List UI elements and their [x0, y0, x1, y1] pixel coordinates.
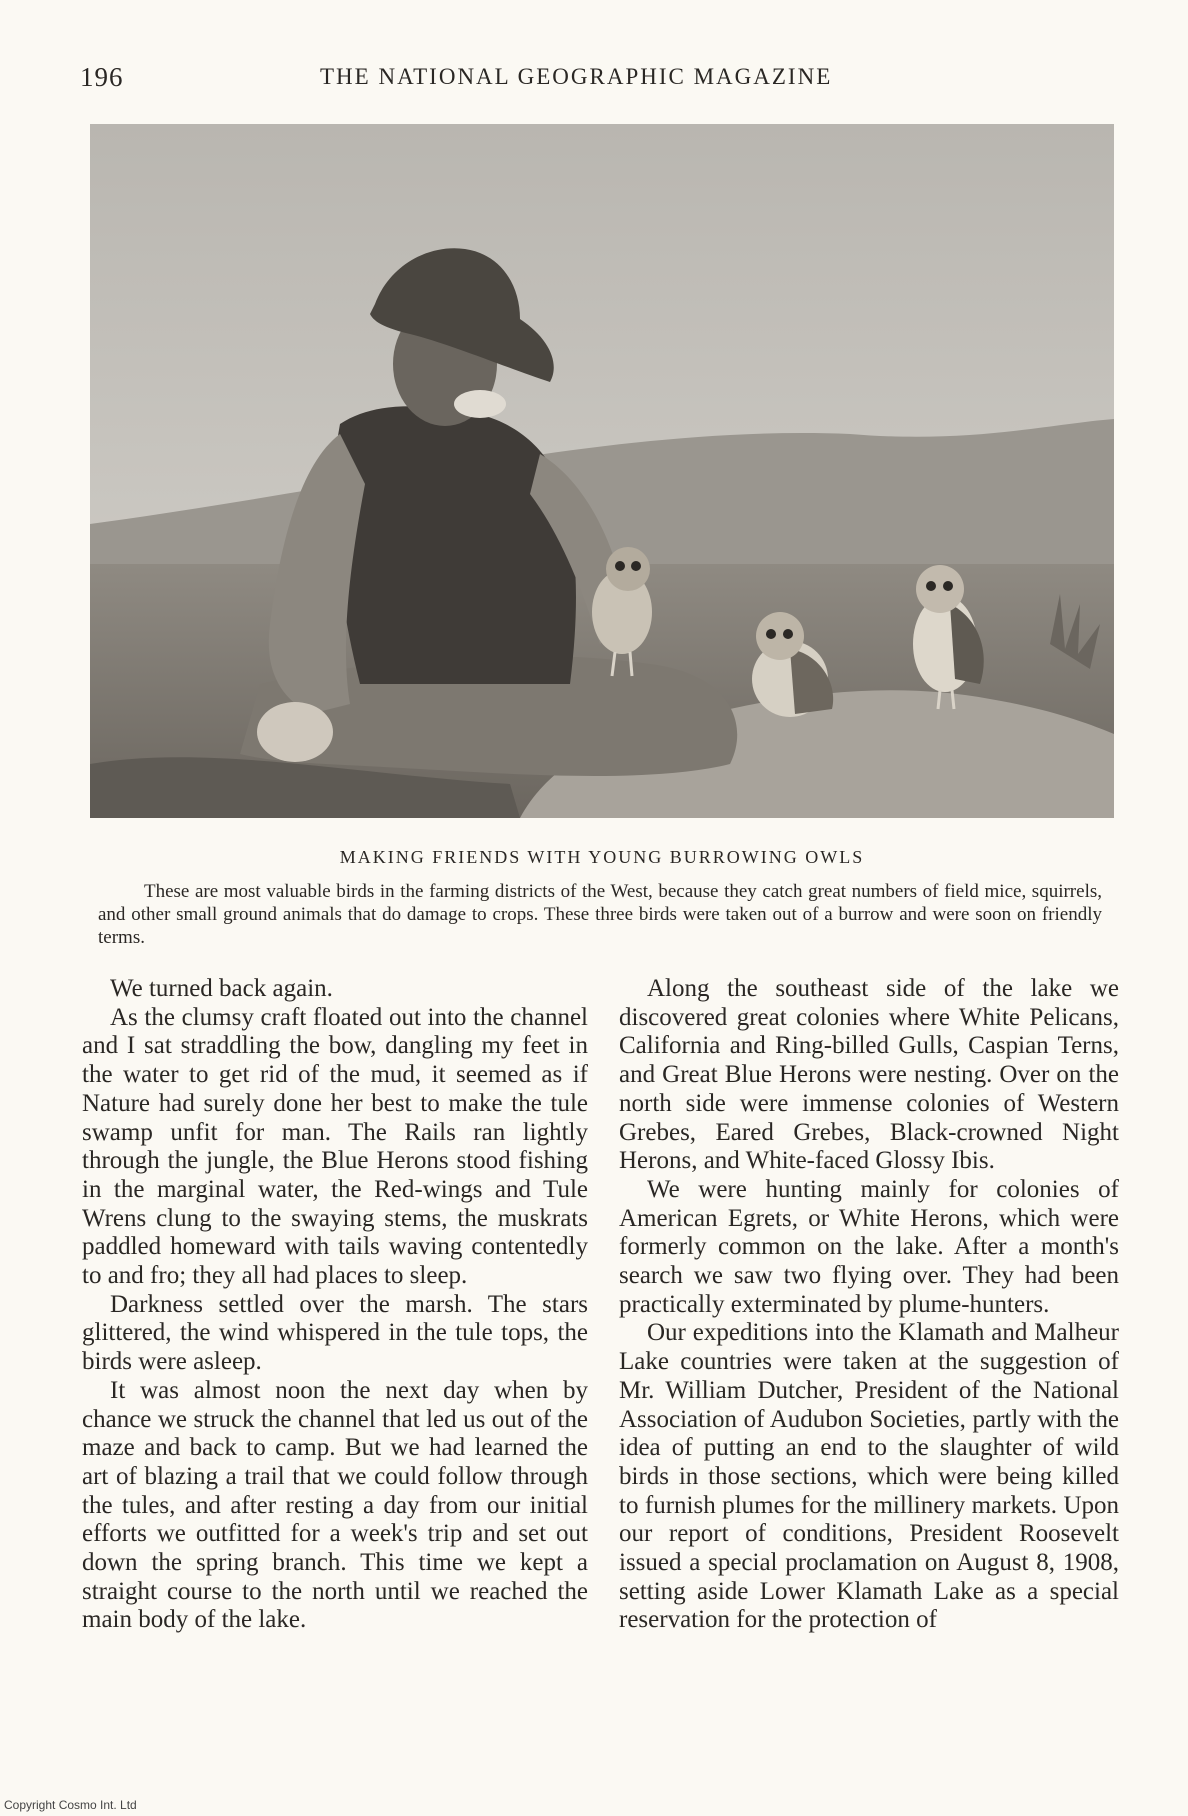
paragraph: We were hunting mainly for colonies of American Egrets, or White Herons, which were formerly common on the lake. After a month's search we saw two flying over. They had been practically exterminated by plume-hunters. — [619, 1175, 1119, 1318]
magazine-title: THE NATIONAL GEOGRAPHIC MAGAZINE — [320, 64, 833, 89]
paragraph: We turned back again. — [110, 975, 333, 1002]
paragraph: It was almost noon the next day when by chance we struck the channel that led us out of the maze and back to camp. But we had learned the art of blazing a trail that we could follow through the tules, and after resting a day from our initial efforts we outfitted for a week's trip and set out down the spring branch. This time we kept a straight course to the north until we reached the main body of the lake. — [82, 1376, 588, 1634]
paragraph: Our expeditions into the Klamath and Malheur Lake countries were taken at the suggestion of Mr. William Dutcher, President of the National Association of Audubon Societies, partly with the idea of putting an end to the slaughter of wild birds in those sections, which were being killed to furnish plumes for the millinery markets. Upon our report of conditions, President Roosevelt issued a special proclamation on August 8, 1908, setting aside Lower Klamath Lake as a special reservation for the protection of — [619, 1319, 1119, 1634]
page-header — [80, 62, 1120, 102]
paragraph: Along the southeast side of the lake we discovered great colonies where White Pelicans, California and Ring-billed Gulls, Caspian Terns, and Great Blue Herons were nesting. Over on the north side were immense colonies of Western Grebes, Eared Grebes, Black-crowned Night Herons, and White-faced Glossy Ibis. — [619, 975, 1119, 1175]
caption-title: MAKING FRIENDS WITH YOUNG BURROWING OWLS — [339, 847, 865, 867]
caption-text: These are most valuable birds in the farming districts of the West, because they catch great numbers of field mice, squirrels, and other small ground animals that do damage to crops. These three birds were taken out of a burrow and were soon on friendly terms. — [98, 881, 1102, 948]
caption-body — [98, 880, 1102, 949]
copyright-notice: Copyright Cosmo Int. Ltd — [4, 1798, 137, 1812]
paragraph: Darkness settled over the marsh. The stars glittered, the wind whispered in the tule tops, the birds were asleep. — [82, 1290, 588, 1376]
page-number: 196 — [80, 62, 124, 92]
article-left-column — [82, 975, 588, 1635]
paragraph: As the clumsy craft floated out into the channel and I sat straddling the bow, dangling my feet in the water to get rid of the mud, it seemed as if Nature had surely done her best to make the tule swamp unfit for man. The Rails ran lightly through the jungle, the Blue Herons stood fishing in the marginal water, the Red-wings and Tule Wrens clung to the swaying stems, the muskrats paddled homeward with tails waving contentedly to and fro; they all had places to sleep. — [82, 1003, 588, 1290]
article-right-column — [619, 975, 1119, 1635]
photograph-man-with-owls-icon — [90, 124, 1114, 818]
